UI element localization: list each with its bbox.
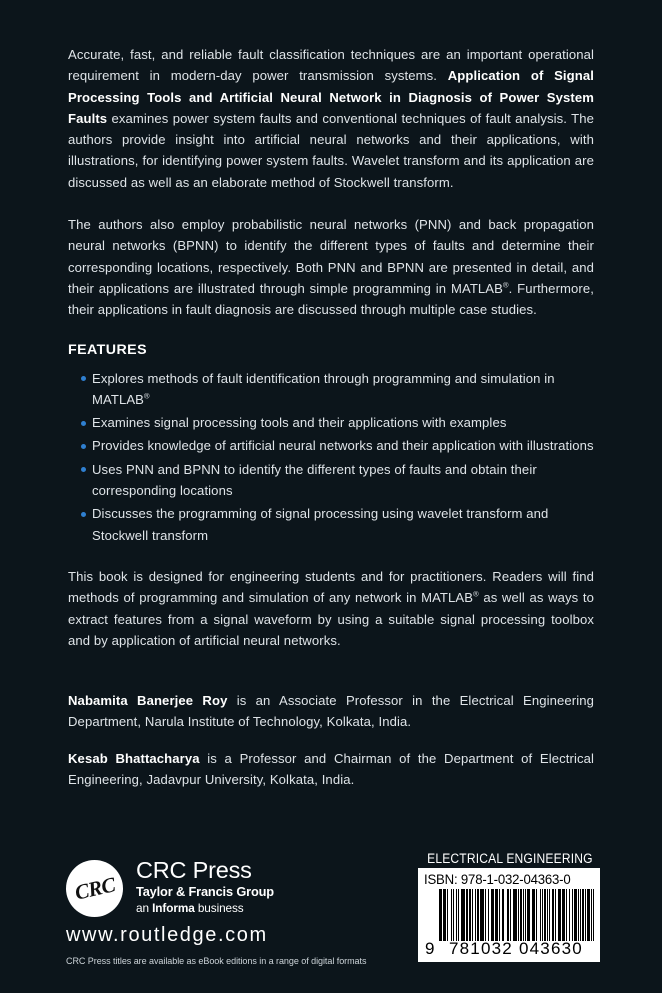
feature-text: Examines signal processing tools and their applications with examples [92,415,507,431]
publisher-name: CRC Press [136,857,252,883]
bullet-icon [81,421,86,426]
routledge-url[interactable]: www.routledge.com [66,924,268,946]
crc-monogram: CRC [71,871,117,905]
barcode-bars [423,889,595,941]
author-name: Nabamita Banerjee Roy [68,693,228,709]
blurb-p2-part1: The authors also employ probabilistic neural networks (PNN) and back propagation neural networks (BPNN) to identify the different types of faults and determine their corresponding locations, respectively. Both PNN and BPNN are presented in detail, and their applications are illustrated through simple programming in MATLAB [68,217,594,296]
barcode-bar [594,889,595,941]
barcode-digit-lead: 9 [425,939,436,958]
blurb-paragraph-1 [68,44,594,193]
list-item [68,459,594,502]
bullet-icon [81,444,86,449]
list-item [68,412,594,433]
spacer [68,672,594,690]
feature-text: Discusses the programming of signal processing using wavelet transform and Stockwell transform [92,506,549,543]
bullet-icon [81,467,86,472]
barcode-block [418,851,600,962]
crc-wordmark [136,858,274,916]
subject-category-label: ELECTRICAL ENGINEERING [427,851,593,866]
publisher-block [66,857,396,966]
feature-text: Uses PNN and BPNN to identify the different types of faults and obtain their corresponding locations [92,461,537,499]
author-description: is an Associate Professor in the Electrical Engineering Department, Narula Institute of Technology, Kolkata, India. [68,693,594,730]
feature-text: Provides knowledge of artificial neural networks and their application with illustrations [92,438,594,454]
publisher-informa-line [136,900,274,916]
author-bio-1 [68,690,594,733]
book-title-bold: Application of Signal Processing Tools and Artificial Neural Network in Diagnosis of Power System Faults [68,68,594,126]
cover-text-content [68,44,594,805]
registered-mark-icon: ® [473,589,479,599]
features-heading: FEATURES [68,341,148,358]
closing-part1: This book is designed for engineering students and for practitioners. Readers will find methods of programming and simulation of any network in MATLAB [68,568,594,606]
bullet-icon [81,512,86,517]
crc-logo-icon [66,860,123,917]
barcode-digits [423,940,595,959]
author-bio-2 [68,748,594,791]
barcode-digits-left: 781032 [449,939,513,958]
bullet-icon [81,376,86,381]
list-item [68,503,594,546]
blurb-paragraph-2 [68,214,594,320]
registered-mark-icon: ® [502,280,509,290]
informa-brand: Informa [152,901,195,915]
informa-suffix: business [194,901,244,915]
registered-mark-icon: ® [144,391,150,401]
closing-paragraph [68,566,594,651]
ebook-availability-note: CRC Press titles are available as eBook editions in a range of digital formats [66,955,367,966]
blurb-p2-part2: . Furthermore, their applications in fault diagnosis are discussed through multiple case studies. [68,280,594,318]
isbn-barcode-box [418,868,600,962]
list-item [68,435,594,456]
list-item [68,368,594,411]
isbn-label: ISBN: 978-1-032-04363-0 [423,872,571,887]
crc-logo-row [66,857,396,922]
blurb-p1-part1: Accurate, fast, and reliable fault classification techniques are an important operational requirement in modern-day power transmission systems. [68,47,594,84]
publisher-group: Taylor & Francis Group [136,884,274,899]
features-list [68,368,594,546]
author-description: is a Professor and Chairman of the Department of Electrical Engineering, Jadavpur University, Kolkata, India. [68,750,594,788]
closing-part2: as well as ways to extract features from a signal waveform by using a suitable signal processing toolbox and by application of artificial neural networks. [68,590,595,648]
feature-text: Explores methods of fault identification through programming and simulation in MATLAB [92,370,555,407]
author-name: Kesab Bhattacharya [68,750,200,766]
blurb-p1-part2: examines power system faults and conventional techniques of fault analysis. The authors provide insight into artificial neural networks and their applications, with illustrations, for identifying power system faults. Wavelet transform and its application are discussed as well as an elaborate method of Stockwell transform. [68,110,594,190]
informa-prefix: an [136,901,153,915]
barcode-digits-right: 043630 [519,939,583,958]
